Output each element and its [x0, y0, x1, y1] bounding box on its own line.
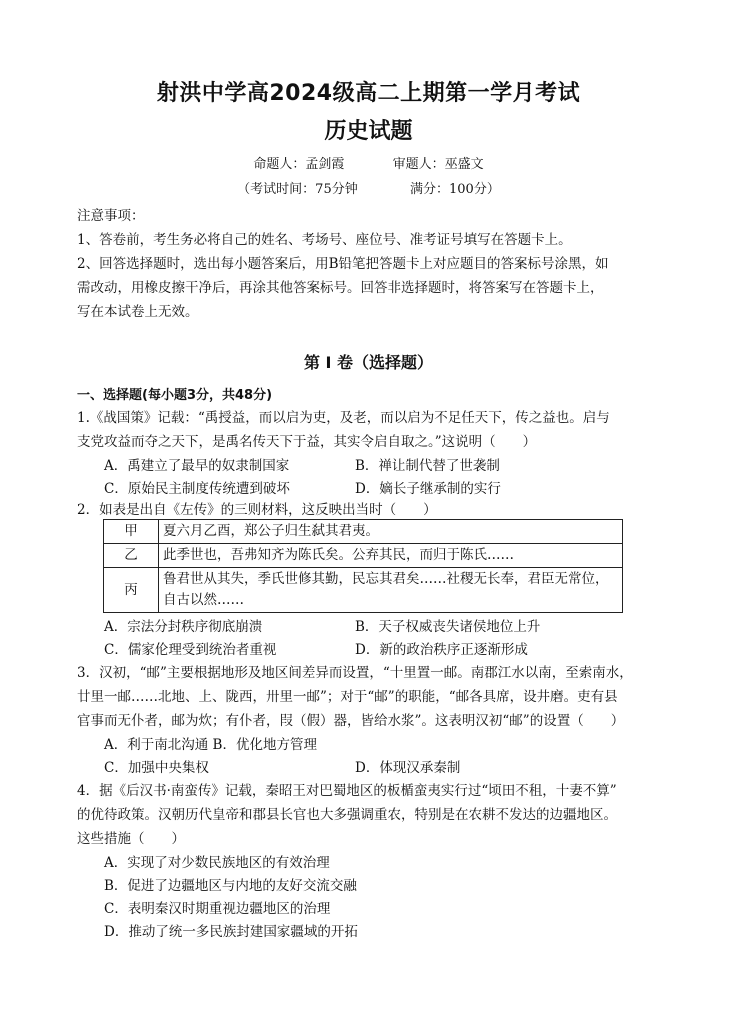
- table-row: [104, 568, 623, 613]
- exam-title: 射洪中学高2024级高二上期第一学月考试: [156, 81, 581, 106]
- q1-stem-line-1: 1.《战国策》记载：“禹授益，而以启为吏，及老，而以启为不足任天下，传之益也。启与: [77, 410, 610, 426]
- table-cell-text: 夏六月乙酉，郑公子归生弑其君夷。: [159, 520, 623, 544]
- section-title: 第 I 卷（选择题）: [303, 353, 434, 372]
- exam-score: 满分：100分）: [410, 182, 500, 197]
- q3-stem-line-1: 3．汉初，“邮”主要根据地形及地区间差异而设置，“十里置一邮。南郡江水以南，至索南水，: [77, 665, 633, 681]
- q1-stem-line-2: 支党攻益而夺之天下，是禹名传天下于益，其实令启自取之。”这说明（ ）: [77, 434, 537, 450]
- table-cell-label: 甲: [104, 520, 159, 544]
- q4-option-d: D．推动了统一多民族封建国家疆域的开拓: [104, 924, 358, 940]
- note-item-2-line-1: 2、回答选择题时，选出每小题答案后，用B铅笔把答题卡上对应题目的答案标号涂黑，如: [77, 256, 609, 272]
- exam-time: （考试时间：75分钟: [237, 182, 358, 197]
- q2-option-a: A．宗法分封秩序彻底崩溃: [104, 619, 263, 635]
- exam-staff: [0, 153, 737, 172]
- q3-option-ab: A．利于南北沟通 B．优化地方管理: [104, 737, 317, 753]
- q3-stem-line-2: 廿里一邮……北地、上、陇西，卅里一邮”；对于“邮”的职能，“邮各具席，设井磨。吏有县: [77, 689, 618, 705]
- note-item-1: 1、答卷前，考生务必将自己的姓名、考场号、座位号、准考证号填写在答题卡上。: [77, 232, 572, 248]
- table-cell-text: 鲁君世从其失，季氏世修其勤，民忘其君矣……社稷无长奉，君臣无常位，自古以然……: [159, 568, 623, 613]
- q1-option-a: A．禹建立了最早的奴隶制国家: [104, 458, 290, 474]
- q2-option-d: D．新的政治秩序正逐渐形成: [355, 642, 528, 658]
- q4-stem-line-2: 的优待政策。汉朝历代皇帝和郡县长官也大多强调重农，特别是在农耕不发达的边疆地区。: [77, 807, 617, 823]
- table-row: [104, 520, 623, 544]
- notes-heading: 注意事项：: [77, 208, 145, 224]
- q3-option-c: C．加强中央集权: [104, 760, 209, 776]
- table-row: [104, 544, 623, 568]
- q2-option-c: C．儒家伦理受到统治者重视: [104, 642, 277, 658]
- table-cell-label: 乙: [104, 544, 159, 568]
- q4-option-c: C．表明秦汉时期重视边疆地区的治理: [104, 901, 331, 917]
- q2-option-b: B．天子权威丧失诸侯地位上升: [355, 619, 541, 635]
- q1-option-d: D．嫡长子继承制的实行: [355, 481, 501, 497]
- q4-stem-line-1: 4．据《后汉书·南蛮传》记载，秦昭王对巴蜀地区的板楯蛮夷实行过“顷田不租，十妻不算”: [77, 783, 617, 799]
- table-cell-text: 此季世也，吾弗知齐为陈氏矣。公弃其民，而归于陈氏……: [159, 544, 623, 568]
- table-cell-label: 丙: [104, 568, 159, 613]
- setter-label: 命题人：孟剑霞: [253, 157, 345, 172]
- q1-option-b: B．禅让制代替了世袭制: [355, 458, 500, 474]
- section-heading: 一、选择题(每小题3分，共48分): [77, 388, 273, 403]
- q4-option-a: A．实现了对少数民族地区的有效治理: [104, 855, 330, 871]
- reviewer-label: 审题人：巫盛文: [392, 157, 484, 172]
- q3-stem-line-3: 官事而无仆者，邮为炊；有仆者，叚（假）器，皆给水浆”。这表明汉初“邮”的设置（ ）: [77, 713, 625, 729]
- q4-stem-line-3: 这些措施（ ）: [77, 831, 185, 847]
- q4-option-b: B．促进了边疆地区与内地的友好交流交融: [104, 878, 357, 894]
- q3-option-d: D．体现汉承秦制: [355, 760, 461, 776]
- exam-info: [0, 178, 737, 197]
- note-item-2-line-3: 写在本试卷上无效。: [77, 304, 199, 320]
- q2-stem: 2．如表是出自《左传》的三则材料，这反映出当时（ ）: [77, 502, 437, 518]
- q1-option-c: C．原始民主制度传统遭到破坏: [104, 481, 290, 497]
- exam-subject-title: 历史试题: [324, 119, 413, 144]
- note-item-2-line-2: 需改动，用橡皮擦干净后，再涂其他答案标号。回答非选择题时，将答案写在答题卡上，: [77, 280, 604, 296]
- q2-source-table: [103, 519, 623, 613]
